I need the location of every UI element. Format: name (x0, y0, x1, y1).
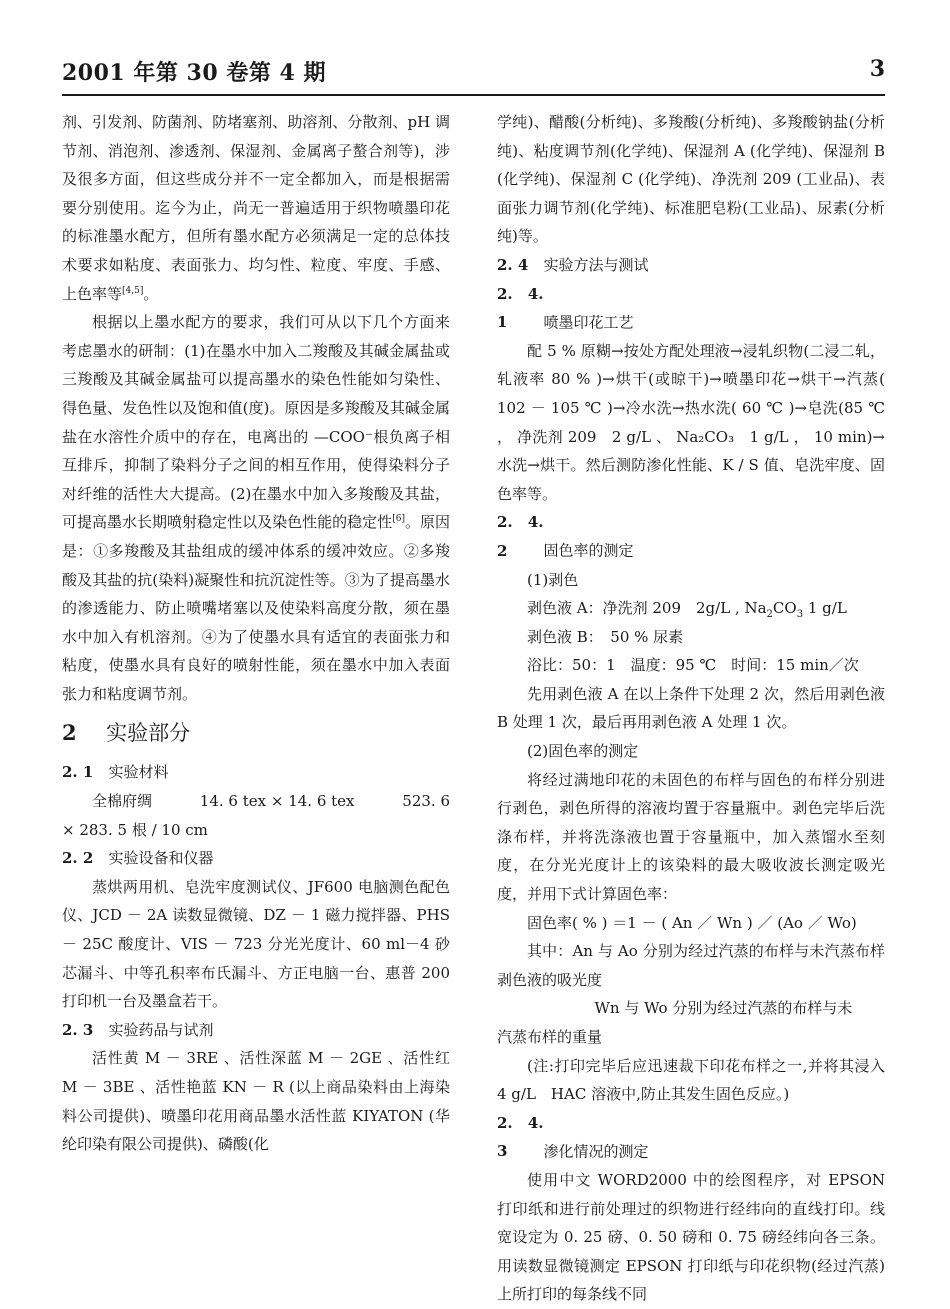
page-number: 3 (869, 56, 885, 82)
subscript: 3 (796, 609, 804, 621)
liquor-a-text: 1 g/L (803, 599, 847, 618)
subsection-heading-materials (62, 758, 450, 787)
liquor-a-text: 剥色液 A：净洗剂 209 2g/L , Na (527, 599, 767, 618)
subsection-title: 渗化情况的测定 (543, 1142, 649, 1161)
paragraph-equipment: 蒸烘两用机、皂洗牢度测试仪、JF600 电脑测色配色仪、JCD － 2A 读数显微镜、DZ － 1 磁力搅拌器、PHS － 25C 酸度计、VIS － 723 分光光度计、60 ml－4 砂芯漏斗、中等孔积率布氏漏斗、方正电脑一台、惠普 200 打印机一台及墨盒若干。 (62, 877, 450, 1011)
paragraph-ink-requirements (62, 108, 450, 308)
paragraph-stripping-procedure: 先用剥色液 A 在以上条件下处理 2 次，然后用剥色液 B 处理 1 次，最后再用剥色液 A 处理 1 次。 (497, 684, 885, 732)
paragraph-text: 。原因是：①多羧酸及其盐组成的缓冲体系的缓冲效应。②多羧酸及其盐的抗(染料)凝聚性和抗沉淀性等。③为了提高墨水的渗透能力、防止喷嘴堵塞以及使染料高度分散，须在墨水中加入有机溶剂。④为了使墨水具有适宜的表面张力和粘度，使墨水具有良好的喷射性能，须在墨水中加入表面张力和粘度调节剂。 (62, 513, 450, 703)
section-heading-experimental (62, 718, 450, 748)
subsection-heading-bleeding (497, 1109, 885, 1166)
subsection-heading-inkjet-process (497, 280, 885, 337)
subscript: 2 (766, 609, 773, 621)
right-column (497, 108, 885, 1309)
subsection-heading-methods (497, 251, 885, 280)
subsection-heading-equipment (62, 844, 450, 873)
fixation-heading: (2)固色率的测定 (527, 742, 639, 761)
subsection-number: 2. 4 (497, 255, 529, 274)
paragraph-reagents: 活性黄 M － 3RE 、活性深蓝 M － 2GE 、活性红 M － 3BE 、活性艳蓝 KN － R (以上商品染料由上海染料公司提供)、喷墨印花用商品墨水活性蓝 KIYATON (华纶印染有限公司提供)、磷酸(化 (62, 1049, 450, 1154)
material-spec-continued: × 283. 5 根 / 10 cm (62, 820, 208, 839)
formula-where-weight-cont: 汽蒸布样的重量 (497, 1028, 603, 1046)
stripping-heading: (1)剥色 (527, 570, 579, 589)
subsection-title: 实验药品与试剂 (108, 1020, 214, 1039)
subsection-number: 2. 4. 2 (497, 513, 544, 560)
subsection-number: 2. 4. 1 (497, 284, 544, 332)
paragraph-text: 根据以上墨水配方的要求，我们可从以下几个方面来考虑墨水的研制：(1)在墨水中加入二羧酸及其碱金属盐或三羧酸及其碱金属盐可以提高墨水的染色性能如匀染性、得色量、发色性以及饱和值(度)。原因是多羧酸及其碱金属盐在水溶性介质中的存在，电离出的 —COO⁻根负离子相互排斥，抑制了染料分子之间的相互作用，使得染料分子对纤维的活性大大提高。(2)在墨水中加入多羧酸及其盐，可提高墨水长期喷射稳定性以及染色性能的稳定性 (62, 313, 450, 532)
formula-where-absorbance: 其中：An 与 Ao 分别为经过汽蒸的布样与未汽蒸布样剥色液的吸光度 (497, 942, 885, 989)
citation-ref: [4,5] (122, 285, 144, 296)
subsection-heading-reagents (62, 1016, 450, 1045)
subsection-title: 实验设备和仪器 (108, 849, 214, 868)
paragraph-fixation: 将经过满地印花的未固色的布样与固色的布样分别进行剥色，剥色所得的溶液均置于容量瓶中。剥色完毕后洗涤布样，并将洗涤液也置于容量瓶中，加入蒸馏水至刻度，在分光光度计上的该染料的最大吸收波长测定吸光度，并用下式计算固色率： (497, 770, 885, 904)
subsection-title: 实验方法与测试 (543, 255, 649, 274)
paragraph-bleeding: 使用中文 WORD2000 中的绘图程序，对 EPSON 打印纸和进行前处理过的织物进行经纬向的直线打印。线宽设定为 0. 25 磅、0. 50 磅和 0. 75 磅经纬向各三条。用读数显微镜测定 EPSON 打印纸与印花织物(经过汽蒸)上所打印的每条线不同 (497, 1170, 885, 1304)
section-title: 实验部分 (106, 721, 191, 746)
fixation-formula: 固色率( % ) ＝1 － ( An ／ Wn ) ／ (Ao ／ Wo) (527, 913, 857, 932)
stripping-liquor-b: 剥色液 B： 50 % 尿素 (527, 627, 684, 646)
bath-conditions: 浴比：50：1 温度：95 ℃ 时间：15 min／次 (527, 656, 859, 675)
paragraph-text: 剂、引发剂、防菌剂、防堵塞剂、助溶剂、分散剂、pH 调节剂、消泡剂、渗透剂、保湿剂、金属离子螯合剂等)，涉及很多方面，但这些成分并不一定全都加入，而是根据需要分别使用。迄今为止，尚无一普遍适用于织物喷墨印花的标准墨水配方，但所有墨水配方必须满足一定的总体技术要求如粘度、表面张力、均匀性、粒度、牢度、手感、上色率等 (62, 113, 450, 303)
material-spec: 14. 6 tex × 14. 6 tex (199, 792, 355, 811)
section-number: 2 (62, 720, 77, 746)
subsection-number: 2. 2 (62, 849, 94, 868)
subsection-title: 喷墨印花工艺 (543, 313, 634, 332)
liquor-a-text: CO (772, 599, 797, 618)
paragraph-note: (注:打印完毕后应迅速裁下印花布样之一,并将其浸入 4 g/L HAC 溶液中,防止其发生固色反应。) (497, 1056, 885, 1104)
citation-ref: [6] (392, 514, 405, 525)
material-spec-line (62, 787, 450, 816)
subsection-number: 2. 1 (62, 763, 94, 782)
stripping-liquor-a (497, 594, 885, 623)
running-head (62, 50, 885, 96)
journal-issue: 2001 年第 30 卷第 4 期 (62, 60, 326, 86)
material-name: 全棉府绸 (92, 792, 153, 811)
subsection-heading-fixation (497, 508, 885, 565)
formula-where-weight: Wn 与 Wo 分别为经过汽蒸的布样与未 (594, 999, 853, 1018)
subsection-title: 实验材料 (108, 763, 169, 782)
paragraph-inkjet-process: 配 5 % 原糊→按处方配处理液→浸轧织物(二浸二轧，轧液率 80 % )→烘干(或晾干)→喷墨印花→烘干→汽蒸( 102 － 105 ℃ )→冷水洗→热水洗( 60 ℃ )→皂洗(85 ℃ ， 净洗剂 209 2 g/L 、 Na₂CO₃ 1 g/L ， 10 min)→水洗→烘干。然后测防渗化性能、K / S 值、皂洗牢度、固色率等。 (497, 341, 885, 503)
subsection-title: 固色率的测定 (543, 541, 634, 560)
paragraph-ink-development (62, 308, 450, 708)
paragraph-text: 。 (143, 284, 159, 303)
left-column (62, 108, 450, 1159)
paragraph-reagents-continued: 学纯)、醋酸(分析纯)、多羧酸(分析纯)、多羧酸钠盐(分析纯)、粘度调节剂(化学纯)、保湿剂 A (化学纯)、保湿剂 B (化学纯)、保湿剂 C (化学纯)、净洗剂 209 (工业品)、表面张力调节剂(化学纯)、标准肥皂粉(工业品)、尿素(分析纯)等。 (497, 113, 885, 246)
material-density: 523. 6 (402, 792, 450, 811)
subsection-number: 2. 4. 3 (497, 1113, 544, 1161)
subsection-number: 2. 3 (62, 1020, 94, 1039)
